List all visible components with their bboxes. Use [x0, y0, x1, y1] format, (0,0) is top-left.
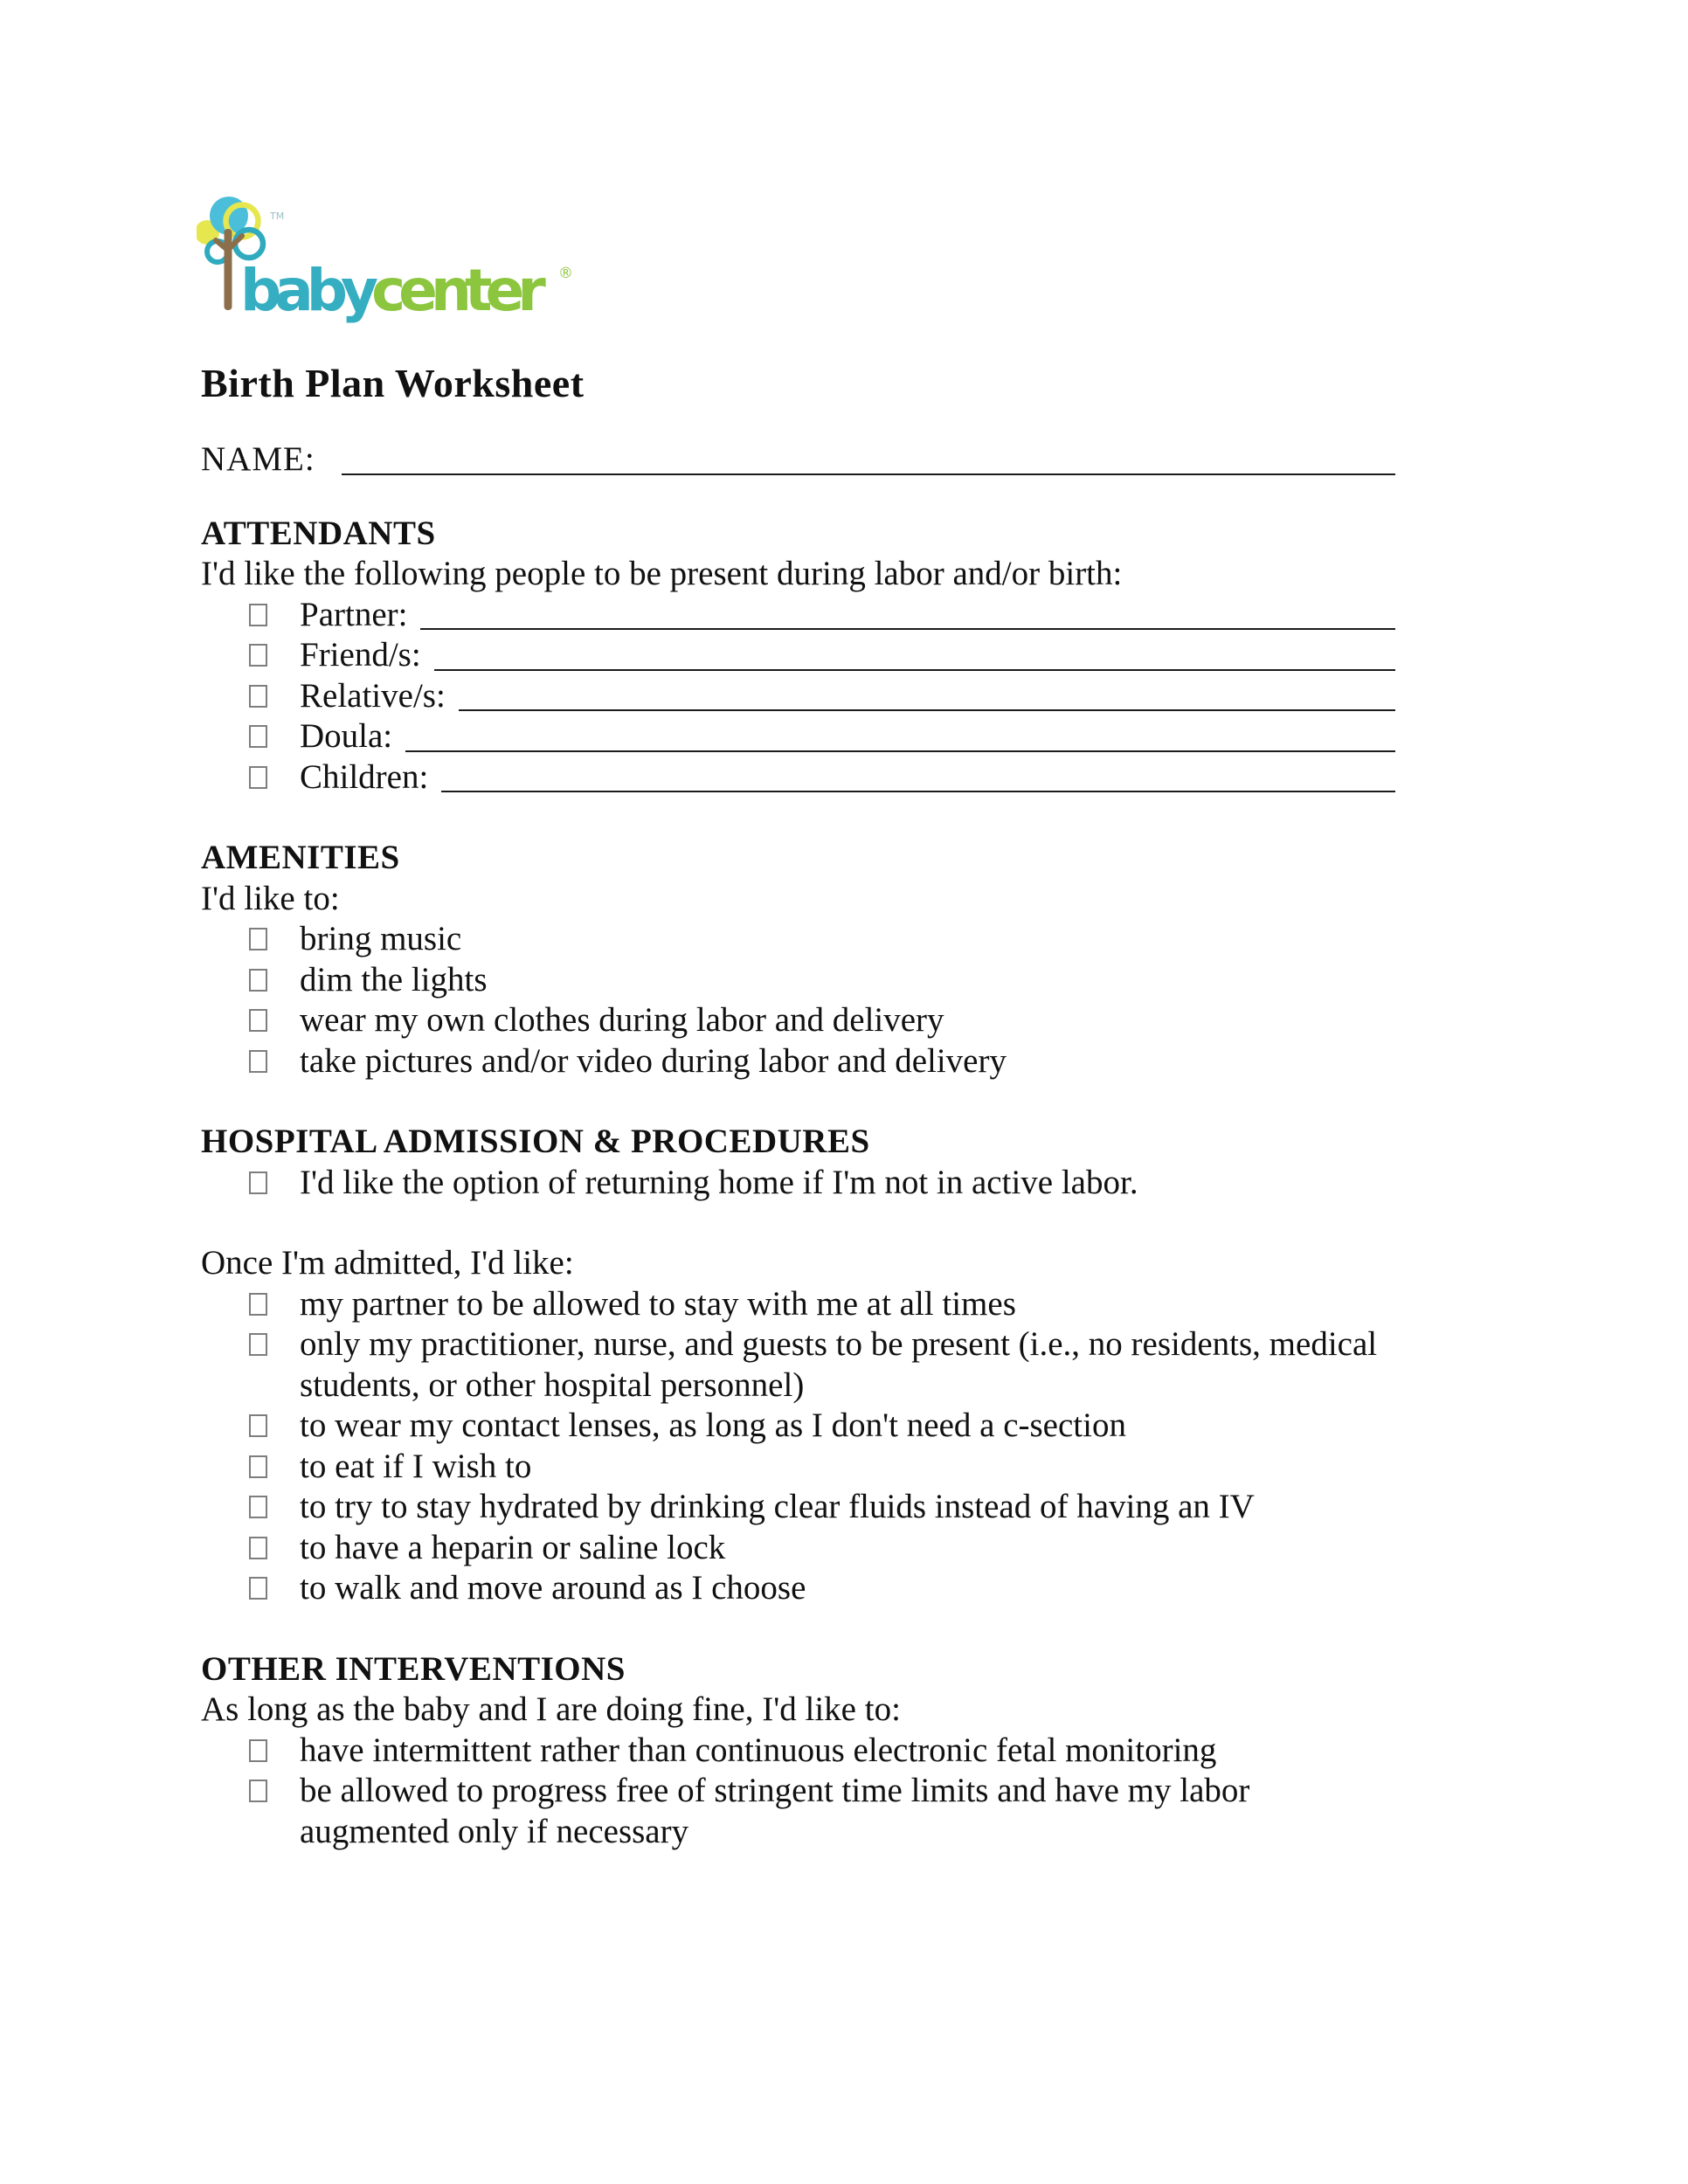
- checkbox[interactable]: [249, 1780, 267, 1802]
- item-text: have intermittent rather than continuous electronic fetal monitoring: [300, 1731, 1217, 1769]
- babycenter-logo: [197, 194, 598, 334]
- relatives-input-line[interactable]: [459, 676, 1395, 712]
- checkbox[interactable]: [249, 1171, 267, 1194]
- checkbox[interactable]: [249, 1577, 267, 1600]
- partner-input-line[interactable]: [420, 595, 1395, 631]
- checklist-item: [201, 1447, 1395, 1488]
- admitted-intro: Once I'm admitted, I'd like:: [201, 1244, 574, 1282]
- section-intro: As long as the baby and I are doing fine, I'd like to:: [201, 1690, 901, 1728]
- section-amenities: [201, 838, 1395, 1082]
- checklist-item: [201, 1163, 1395, 1204]
- logo-word-center: center: [371, 257, 539, 324]
- checklist-item: [201, 919, 1395, 960]
- checklist-item: [201, 1041, 1395, 1082]
- checklist-item: [201, 1771, 1395, 1852]
- item-text: dim the lights: [300, 960, 488, 999]
- name-label: NAME:: [201, 440, 315, 478]
- checkbox[interactable]: [249, 1537, 267, 1559]
- section-heading: ATTENDANTS: [201, 514, 436, 552]
- item-label: Doula:: [300, 717, 393, 755]
- item-text: take pictures and/or video during labor and delivery: [300, 1041, 1007, 1080]
- checkbox[interactable]: [249, 1009, 267, 1032]
- checklist-item: [201, 1406, 1395, 1447]
- checkbox[interactable]: [249, 1739, 267, 1762]
- children-input-line[interactable]: [441, 757, 1395, 793]
- checkbox[interactable]: [249, 725, 267, 748]
- checklist-item: [201, 960, 1395, 1001]
- name-field-row: [201, 439, 1395, 480]
- checklist-item: [201, 595, 1395, 636]
- checklist-item: [201, 1568, 1395, 1609]
- checklist-item: [201, 1000, 1395, 1041]
- hospital-checklist: [201, 1163, 1395, 1204]
- checklist-item: [201, 676, 1395, 717]
- item-text: to wear my contact lenses, as long as I don't need a c-section: [300, 1406, 1126, 1444]
- checklist-item: [201, 716, 1395, 757]
- name-input-line[interactable]: [342, 439, 1395, 475]
- item-label: Friend/s:: [300, 636, 421, 674]
- item-label: Relative/s:: [300, 676, 446, 715]
- page-title: Birth Plan Worksheet: [201, 361, 585, 405]
- item-text: my partner to be allowed to stay with me at all times: [300, 1284, 1016, 1323]
- section-heading: AMENITIES: [201, 839, 400, 876]
- checkbox[interactable]: [249, 1293, 267, 1316]
- section-hospital-admission: [201, 1122, 1395, 1609]
- section-intro: I'd like to:: [201, 879, 340, 917]
- checkbox[interactable]: [249, 604, 267, 626]
- logo-registered-mark: ®: [558, 265, 573, 282]
- checkbox[interactable]: [249, 1414, 267, 1437]
- section-heading: HOSPITAL ADMISSION & PROCEDURES: [201, 1123, 870, 1160]
- item-text: be allowed to progress free of stringent time limits and have my labor augmented only if necessary: [300, 1772, 1250, 1850]
- section-other-interventions: [201, 1649, 1395, 1853]
- section-heading: OTHER INTERVENTIONS: [201, 1649, 626, 1688]
- checklist-item: [201, 1324, 1395, 1406]
- checklist-item: [201, 1731, 1395, 1772]
- interventions-checklist: [201, 1731, 1395, 1853]
- item-text: to try to stay hydrated by drinking clear fluids instead of having an IV: [300, 1488, 1255, 1525]
- item-label: Children:: [300, 757, 429, 796]
- amenities-checklist: [201, 919, 1395, 1082]
- checkbox[interactable]: [249, 1496, 267, 1518]
- item-text: I'd like the option of returning home if I'm not in active labor.: [300, 1163, 1138, 1201]
- logo-wordmark: [240, 257, 546, 324]
- checklist-item: [201, 1528, 1395, 1569]
- item-text: to walk and move around as I choose: [300, 1569, 806, 1607]
- item-text: only my practitioner, nurse, and guests to be present (i.e., no residents, medical students, or other hospital personnel): [300, 1325, 1378, 1404]
- admitted-checklist: [201, 1284, 1395, 1609]
- logo-tm: TM: [270, 211, 285, 222]
- attendants-checklist: [201, 595, 1395, 798]
- checkbox[interactable]: [249, 928, 267, 950]
- item-text: wear my own clothes during labor and delivery: [300, 1001, 944, 1039]
- checklist-item: [201, 1284, 1395, 1325]
- logo-word-baby: baby: [240, 257, 372, 324]
- item-text: to have a heparin or saline lock: [300, 1528, 726, 1566]
- checkbox[interactable]: [249, 1050, 267, 1073]
- tree-trunk: [225, 229, 232, 310]
- section-attendants: [201, 514, 1395, 798]
- checkbox[interactable]: [249, 766, 267, 789]
- friends-input-line[interactable]: [434, 635, 1395, 671]
- checklist-item: [201, 757, 1395, 798]
- item-label: Partner:: [300, 595, 408, 633]
- checkbox[interactable]: [249, 1455, 267, 1478]
- checklist-item: [201, 1487, 1395, 1528]
- checkbox[interactable]: [249, 685, 267, 708]
- doula-input-line[interactable]: [405, 716, 1395, 752]
- checkbox[interactable]: [249, 644, 267, 667]
- section-intro: I'd like the following people to be present during labor and/or birth:: [201, 555, 1123, 592]
- item-text: to eat if I wish to: [300, 1447, 532, 1485]
- checkbox[interactable]: [249, 1333, 267, 1356]
- checklist-item: [201, 635, 1395, 676]
- item-text: bring music: [300, 920, 462, 957]
- checkbox[interactable]: [249, 969, 267, 992]
